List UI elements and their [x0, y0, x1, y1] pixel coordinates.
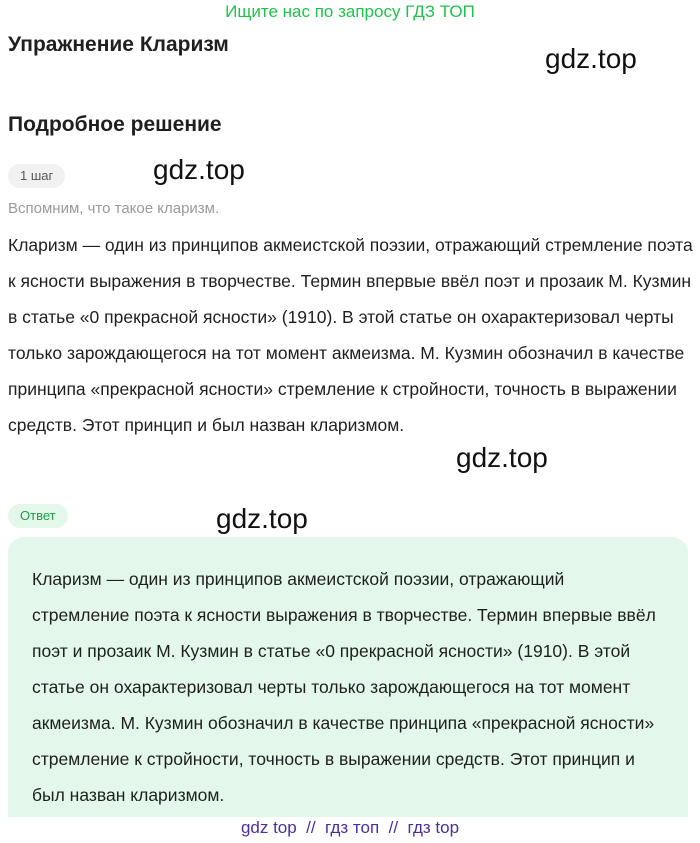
- solution-text: Кларизм — один из принципов акмеистской поэзии, отражающий стремление поэта к ясности выражения в творчестве. Термин впервые ввёл поэт и прозаик М. Кузмин в статье «0 прекрасной ясности» (1910). В этой статье он охарактеризовал черты только зарождающегося на тот момент акмеизма. М. Кузмин обозначил в качестве принципа «прекрасной ясности» стремление к стройности, точность в выражении средств. Этот принцип и был назван кларизмом.: [8, 235, 693, 435]
- watermark: gdz.top: [153, 154, 245, 185]
- footer-links: gdz top // гдз топ // гдз top: [240, 818, 460, 837]
- section-heading: Подробное решение: [8, 113, 222, 136]
- step-badge: 1 шаг: [8, 164, 65, 188]
- page-title: Упражнение Кларизм: [8, 33, 229, 56]
- search-promo-banner: Ищите нас по запросу ГДЗ ТОП: [225, 2, 475, 21]
- watermark: gdz.top: [545, 43, 637, 74]
- watermark: gdz.top: [216, 503, 308, 534]
- watermark: gdz.top: [456, 442, 548, 473]
- answer-box: [8, 537, 688, 817]
- answer-badge: Ответ: [8, 504, 68, 528]
- step-hint: Вспомним, что такое кларизм.: [8, 200, 220, 217]
- answer-text: Кларизм — один из принципов акмеистской поэзии, отражающий стремление поэта к ясности выражения в творчестве. Термин впервые ввёл поэт и прозаик М. Кузмин в статье «0 прекрасной ясности» (1910). В этой статье он охарактеризовал черты только зарождающегося на тот момент акмеизма. М. Кузмин обозначил в качестве принципа «прекрасной ясности» стремление к стройности, точность в выражении средств. Этот принцип и был назван кларизмом.: [32, 569, 656, 805]
